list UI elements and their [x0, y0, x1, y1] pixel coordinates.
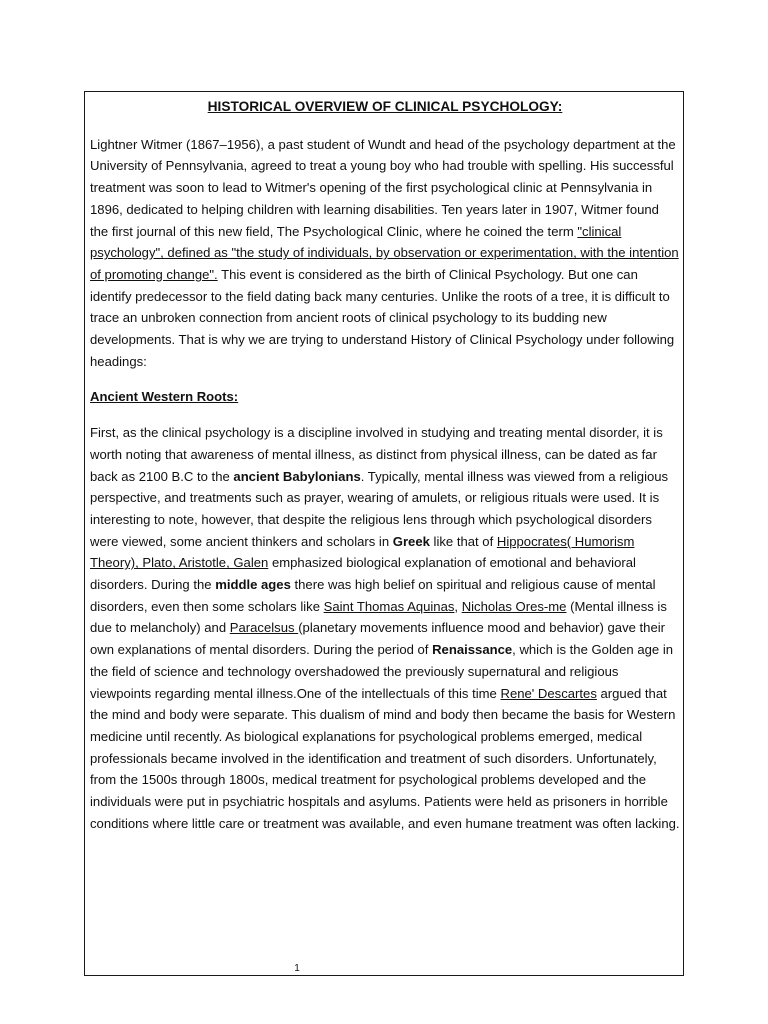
clinical-psychology-definition: "clinical psychology", defined as "the study of individuals, by observation or experimentation, with the intention of promoting change". — [90, 223, 679, 282]
middle-ages-term: middle ages — [215, 577, 291, 593]
page-number: 1 — [294, 963, 300, 974]
paracelsus-name: Paracelsus — [229, 620, 299, 636]
intro-paragraph — [90, 134, 680, 373]
intro-text-2: This event is considered as the birth of Clinical Psychology. But one can identify predecessor to the field dating back many centuries. Unlike the roots of a tree, it is difficult to trace an unbroken connection from ancient roots of clinical psychology to its budding new developments. That is why we are trying to understand History of Clinical Psychology under following headings: — [90, 266, 675, 369]
section-text-10: argued that the mind and body were separate. This dualism of mind and body then became the basis for Western medicine until recently. As biological explanations for psychological problems emerged, medical professionals became involved in the identification and treatment of such disorders. Unfortunately, from the 1500s through 1800s, medical treatment for psychological problems developed and the individuals were put in psychiatric hospitals and asylums. Patients were held as prisoners in horrible conditions where little care or treatment was available, and even humane treatment was often lacking. — [90, 685, 680, 831]
renaissance-term: Renaissance — [432, 642, 513, 658]
descartes-name: Rene' Descartes — [500, 685, 597, 701]
babylonians-term: ancient Babylonians — [233, 468, 361, 484]
section-text-8: (planetary movements influence mood and behavior) gave their own explanations of mental disorders. During the period of — [90, 620, 666, 658]
document-body — [90, 96, 680, 849]
greek-term: Greek — [392, 533, 430, 549]
oresme-name: Nicholas Ores-me — [461, 598, 567, 614]
greek-thinkers: Hippocrates( Humorism Theory), Plato, Aristotle, Galen — [90, 533, 635, 571]
section-text-2: . Typically, mental illness was viewed from a religious perspective, and treatments such as prayer, wearing of amulets, or religious rituals were used. It is interesting to note, however, that despite the religious lens through which psychological disorders were viewed, some ancient thinkers and scholars in — [90, 468, 669, 549]
section-text-5: there was high belief on spiritual and religious cause of mental disorders, even then some scholars like — [90, 577, 656, 614]
section-text-9: , which is the Golden age in the field of science and technology overshadowed the previously supernatural and religious viewpoints regarding mental illness.One of the intellectuals of this time — [90, 642, 674, 701]
section-paragraph — [90, 422, 680, 834]
section-text-7: (Mental illness is due to melancholy) and — [90, 598, 667, 636]
section-heading: Ancient Western Roots: — [90, 389, 239, 405]
intro-text-1: Lightner Witmer (1867–1956), a past student of Wundt and head of the psychology department at the University of Pennsylvania, agreed to treat a young boy who had trouble with spelling. His successful treatment was soon to lead to Witmer's opening of the first psychological clinic at Pennsylvania in 1896, dedicated to helping children with learning disabilities. Ten years later in 1907, Witmer found the first journal of this new field, The Psychological Clinic, where he coined the term — [90, 136, 676, 239]
document-title: HISTORICAL OVERVIEW OF CLINICAL PSYCHOLOGY: — [207, 99, 563, 114]
section-text-6: , — [454, 598, 462, 614]
aquinas-name: Saint Thomas Aquinas — [323, 598, 455, 614]
section-text-3: like that of — [429, 533, 497, 549]
section-text-4: emphasized biological explanation of emotional and behavioral disorders. During the — [90, 555, 636, 593]
section-text-1: First, as the clinical psychology is a discipline involved in studying and treating mental disorder, it is worth noting that awareness of mental illness, as distinct from physical illness, can be dated as far back as 2100 B.C to the — [90, 425, 663, 484]
